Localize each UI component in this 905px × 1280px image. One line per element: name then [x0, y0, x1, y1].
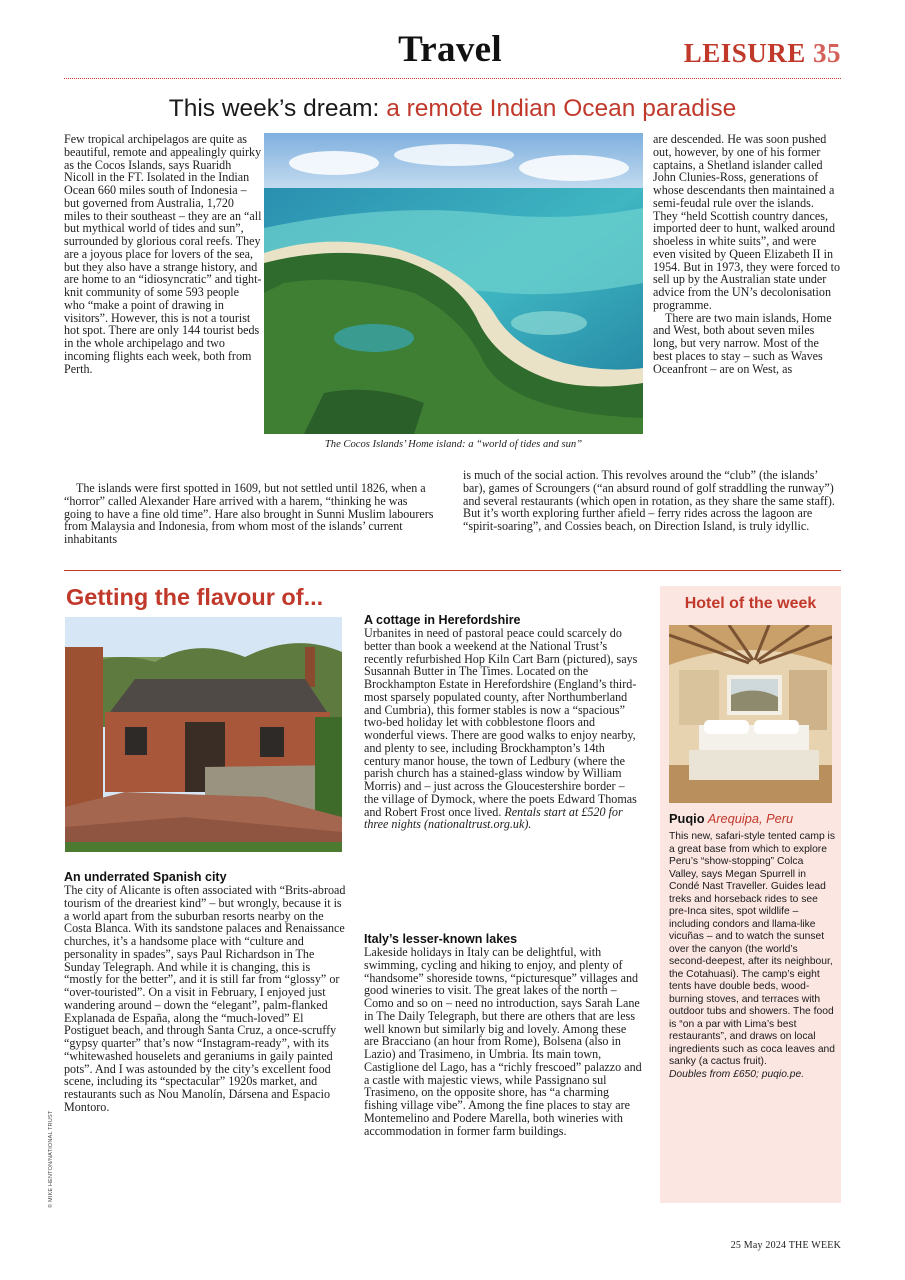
flavour-heading: Getting the flavour of...	[66, 584, 324, 610]
dream-paragraph-3: are descended. He was soon pushed out, however, by one of his former captains, a Shetland islander called John Clunies-Ross, generations of whose descendants then maintained a semi-feudal rule over the islands. They “held Scottish country dances, imported deer to hunt, walked around shoeless in white suits”, and were even visited by Queen Elizabeth II in 1954. But in 1973, they were forced to sell up by the Australian state under advice from the UN’s decolonisation programme.	[653, 132, 841, 312]
dream-column-right	[653, 133, 841, 375]
page-number: 35	[813, 38, 841, 68]
header-divider	[64, 78, 841, 79]
leisure-word: LEISURE	[683, 38, 806, 68]
herefordshire-article	[364, 613, 642, 831]
hotel-description	[669, 831, 835, 1081]
dream-paragraph-1: Few tropical archipelagos are quite as beautiful, remote and appealingly quirky as the Cocos Islands, says Ruaridh Nicoll in the FT. Isolated in the Indian Ocean 660 miles south of Indonesia – but governed from Australia, 1,720 miles to their southeast – they are an “all but mythical world of tides and sun”, surrounded by glorious coral reefs. They are a joyous place for lovers of the sea, but they also have a strange history, and are home to an “idiosyncratic” and tight-knit community of some 593 people who “make a point of drawing in visitors”. However, this is not a tourist hot spot. There are only 144 tourist beds in the whole archipelago and two incoming flights each week, both from Perth.	[64, 132, 262, 376]
dream-headline-prefix: This week’s dream:	[168, 95, 380, 122]
italy-article	[364, 932, 642, 1137]
section-label	[600, 38, 841, 69]
herefordshire-text: Urbanites in need of pastoral peace could scarcely do better than book a weekend at the National Trust’s recently refurbished Hop Kiln Cart Barn (pictured), says Susannah Butter in The Times. Located on the Brockhampton Estate in Herefordshire (England’s third-most sparsely populated county, after Northumberland and Cumbria), this former stables is now a “spacious” two-bed holiday let with cobblestone floors and wonderful views. There are good walks to enjoy nearby, and plenty to see, including Brockhampton’s 14th century manor house, the town of Ledbury (where the parish church has a stained-glass window by William Morris) and – just across the Gloucestershire border – the village of Dymock, where the poets Edward Thomas and Robert Frost once lived.	[364, 626, 638, 819]
herefordshire-barn-photo	[65, 617, 342, 852]
hotel-price: Doubles from £650; puqio.pe.	[669, 1068, 805, 1080]
spain-article	[64, 870, 346, 1114]
section-divider	[64, 570, 841, 571]
herefordshire-body	[364, 627, 642, 831]
italy-title: Italy’s lesser-known lakes	[364, 932, 518, 946]
spain-body: The city of Alicante is often associated with “Brits-abroad tourism of the dreariest kind” – but wrongly, because it is a world apart from the suburban resorts nearby on the Costa Blanca. With its sandstone palaces and Renaissance churches, it’s a handsome place with “culture and personality in spades”, says Paul Richardson in The Sunday Telegraph. And while it is changing, this is “mostly for the better”, and it is still far from “glossy” or “over-touristed”. On a visit in February, I enjoyed just wandering around – down the “elegant”, palm-flanked Explanada de España, along the “much-loved” El Postiguet beach, and through Santa Cruz, a once-scruffy “gypsy quarter” that’s now “Instagram-ready”, with its “whitewashed houselets and geraniums in gaily painted pots”. And I was astounded by the city’s excellent food scene, including its “spectacular” 1920s market, and restaurants such as Nou Manolín, Dársena and Espacio Montoro.	[64, 883, 346, 1114]
dream-headline	[64, 95, 841, 123]
italy-body: Lakeside holidays in Italy can be delightful, with swimming, cycling and hiking to enjoy, and plenty of “handsome” shoreside towns, “picturesque” villages and good wineries to visit. The great lakes of the north – Como and so on – need no introduction, says Sarah Lane in The Daily Telegraph, but there are others that are less well known but similarly big and lovely. Among these are Bracciano (an hour from Rome), Bolsena (also in Lazio) and Trasimeno, in Umbria. Its main town, Castiglione del Lago, has a “richly frescoed” palazzo and a castle with majestic views, while Passignano sul Trasimeno, on the opposite shore, has “a charming fishing village vibe”. Among the fine places to stay are Montemelino and Podere Marella, both wineries with accommodation in former farm buildings.	[364, 945, 642, 1138]
hotel-body: This new, safari-style tented camp is a great base from which to explore Peru’s “show-stopping” Colca Valley, says Megan Spurrell in Condé Nast Traveller. Guides lead treks and horseback rides to see pre-Inca sites, spot wildlife – including condors and llama-like vicuñas – and to watch the sunset over the canyon (the world’s second-deepest, after its neighbour, the Cotahuasi). The camp’s eight tents have double beds, wood-burning stoves, and terraces with outdoor tubs and showers. The food is “on a par with Lima’s best restaurants”, and draws on local ingredients such as coca leaves and sanky (a cactus fruit).	[669, 831, 835, 1067]
hotel-heading: Hotel of the week	[684, 595, 817, 612]
cocos-photo-caption: The Cocos Islands’ Home island: a “world of tides and sun”	[324, 439, 583, 450]
cocos-islands-photo	[264, 133, 643, 434]
photo-credit-text: © MIKE HENTON/NATIONAL TRUST	[48, 1110, 54, 1208]
dream-column-1	[64, 133, 262, 375]
spain-title: An underrated Spanish city	[64, 870, 227, 884]
hotel-of-the-week-box	[660, 586, 841, 1203]
herefordshire-title: A cottage in Herefordshire	[364, 613, 521, 627]
cocos-photo-image	[264, 133, 643, 434]
hotel-location: Arequipa, Peru	[707, 811, 794, 826]
dream-headline-highlight: a remote Indian Ocean paradise	[386, 95, 737, 122]
page-footer: 25 May 2024 THE WEEK	[730, 1240, 841, 1251]
photo-credit	[44, 1100, 54, 1210]
barn-photo-image	[65, 617, 342, 852]
herefordshire-price: Rentals start at £520 for three nights (nationaltrust.org.uk).	[364, 804, 623, 832]
hotel-name: Puqio	[669, 811, 705, 826]
section-title: Travel	[398, 29, 502, 70]
hotel-photo-image	[669, 625, 832, 803]
hotel-photo	[669, 625, 832, 803]
dream-paragraph-5: is much of the social action. This revolves around the “club” (the islands’ bar), games of Scroungers (“an absurd round of golf straddling the runway”) and several restaurants (which open in rotation, as they share the same staff). But it’s worth exploring further afield – ferry rides across the lagoon are “spirit-soaring”, and Cossies beach, on Direction Island, is truly idyllic.	[463, 468, 835, 533]
dream-paragraph-2: The islands were first spotted in 1609, but not settled until 1826, when a “horror” called Alexander Hare arrived with a harem, “thinking he was going to have a fine old time”. Hare also brought in Sunni Muslim labourers from Malaysia and Indonesia, from whom most of the islands’ current inhabitants	[64, 481, 434, 546]
dream-bottom-left	[64, 482, 436, 546]
hotel-name-line	[669, 811, 834, 827]
dream-bottom-right	[463, 469, 841, 533]
dream-paragraph-4: There are two main islands, Home and West, both about seven miles long, but very narrow. Most of the best places to stay – such as Waves Oceanfront – are on West, as	[653, 310, 832, 376]
